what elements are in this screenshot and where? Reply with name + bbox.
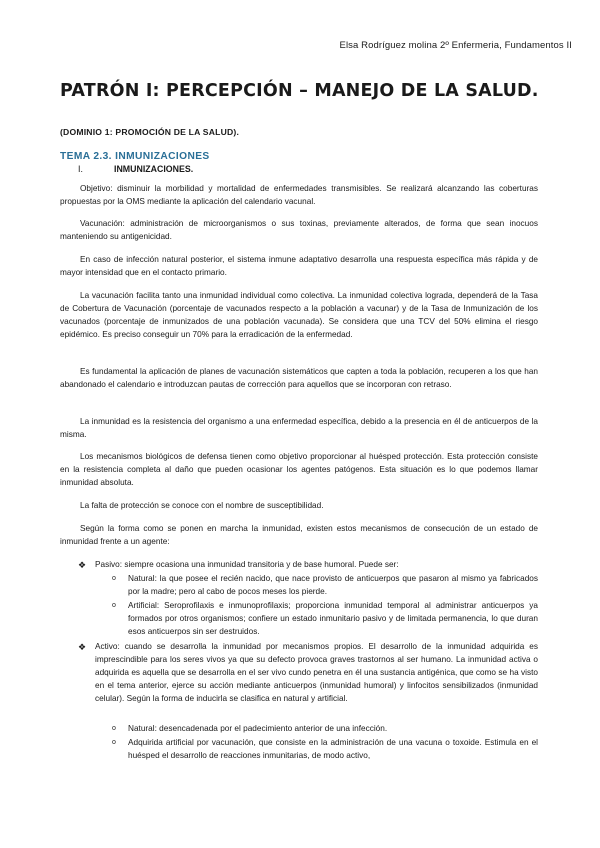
list-item-activo-artificial: Adquirida artificial por vacunación, que consiste en la administración de una vacuna o toxoide. Estimula en el huésped el desarrollo de reacciones inmunitarias, de modo activo,: [128, 738, 538, 760]
domain-subtitle: (DOMINIO 1: PROMOCIÓN DE LA SALUD).: [60, 127, 240, 137]
page-title: PATRÓN I: PERCEPCIÓN – MANEJO DE LA SALUD.: [60, 81, 539, 101]
paragraph-objetivo: Objetivo: disminuir la morbilidad y mortalidad de enfermedades transmisibles. Se realizará alcanzando las coberturas propuestas por la OMS mediante la aplicación del calendario vacunal.: [60, 184, 538, 206]
list-item-pasivo-artificial: Artificial: Seroprofilaxis e inmunoprofilaxis; proporciona inmunidad temporal al administrar anticuerpos ya formados por otros organismos; confiere un estado inmunitario pasivo y de limitada permanencia, lo que duran esos anticuerpos sin ser destruidos.: [128, 601, 538, 636]
paragraph-vacunacion-colectiva: La vacunación facilita tanto una inmunidad individual como colectiva. La inmunidad colectiva lograda, dependerá de la Tasa de Cobertura de Vacunación (porcentaje de vacunados respecto a la población a vacunar) y de la Tasa de Inmunización de los vacunados (porcentaje de inmunizados de una población vacunada). Se considera que una TCV del 50% elimina el riesgo epidémico. Es preciso conseguir un 70% para la erradicación de la enfermedad.: [60, 291, 538, 339]
list-item-activo-natural: Natural: desencadenada por el padecimiento anterior de una infección.: [128, 724, 388, 733]
list-item-activo: Activo: cuando se desarrolla la inmunidad por mecanismos propios. El desarrollo de la inmunidad adquirida es imprescindible para los seres vivos ya que su defecto provoca graves trastornos al ser humano. La inmunidad activa o adquirida es aquella que se desarrolla en el ser vivo cundo penetra en él una sustancia antigénica, que como se ha visto en el tema anterior, ejerce su acción mediante anticuerpos (inmunidad humoral) y linfocitos sensibilizados (inmunidad celular). Según la forma de inducirla se clasifica en natural y artificial.: [95, 642, 538, 703]
diamond-bullet-icon: ❖: [78, 642, 87, 652]
paragraph-planes: Es fundamental la aplicación de planes de vacunación sistemáticos que capten a toda la población, recuperen a los que han abandonado el calendario e introduzcan pautas de corrección para aquellos que se incorporan con retraso.: [60, 367, 538, 389]
circle-bullet-icon: o: [112, 575, 116, 582]
paragraph-segun-forma: Según la forma como se ponen en marcha la inmunidad, existen estos mecanismos de consecución de un estado de inmunidad frente a un agente:: [60, 524, 538, 546]
list-item-pasivo: Pasivo: siempre ocasiona una inmunidad transitoria y de base humoral. Puede ser:: [95, 560, 399, 569]
paragraph-inmunidad: La inmunidad es la resistencia del organismo a una enfermedad específica, debido a la presencia en él de anticuerpos de la misma.: [60, 417, 538, 439]
section-heading: [78, 164, 193, 174]
tema-heading: TEMA 2.3. INMUNIZACIONES: [60, 151, 210, 162]
circle-bullet-icon: o: [112, 739, 116, 746]
paragraph-mecanismos: Los mecanismos biológicos de defensa tienen como objetivo proporcionar al huésped protección. Esta protección consiste en la resistencia completa al daño que pueden ocasionar los agentes patógenos. Esta situación es lo que podemos llamar inmunidad absoluta.: [60, 452, 538, 487]
section-title: INMUNIZACIONES.: [114, 164, 194, 174]
circle-bullet-icon: o: [112, 602, 116, 609]
section-number: I.: [78, 164, 83, 174]
diamond-bullet-icon: ❖: [78, 560, 87, 570]
circle-bullet-icon: o: [112, 725, 116, 732]
paragraph-vacunacion: Vacunación: administración de microorganismos o sus toxinas, previamente alterados, de forma que sean inocuos manteniendo su antigenicidad.: [60, 219, 538, 241]
paragraph-susceptibilidad: La falta de protección se conoce con el nombre de susceptibilidad.: [80, 501, 324, 510]
paragraph-infeccion: En caso de infección natural posterior, el sistema inmune adaptativo desarrolla una respuesta específica más rápida y de mayor intensidad que en el contacto primario.: [60, 255, 538, 277]
page-header: Elsa Rodríguez molina 2º Enfermeria, Fundamentos II: [339, 40, 572, 51]
list-item-pasivo-natural: Natural: la que posee el recién nacido, que nace provisto de anticuerpos que pasaron al mismo ya fabricados por la madre; pero al cabo de pocos meses los pierde.: [128, 574, 538, 596]
